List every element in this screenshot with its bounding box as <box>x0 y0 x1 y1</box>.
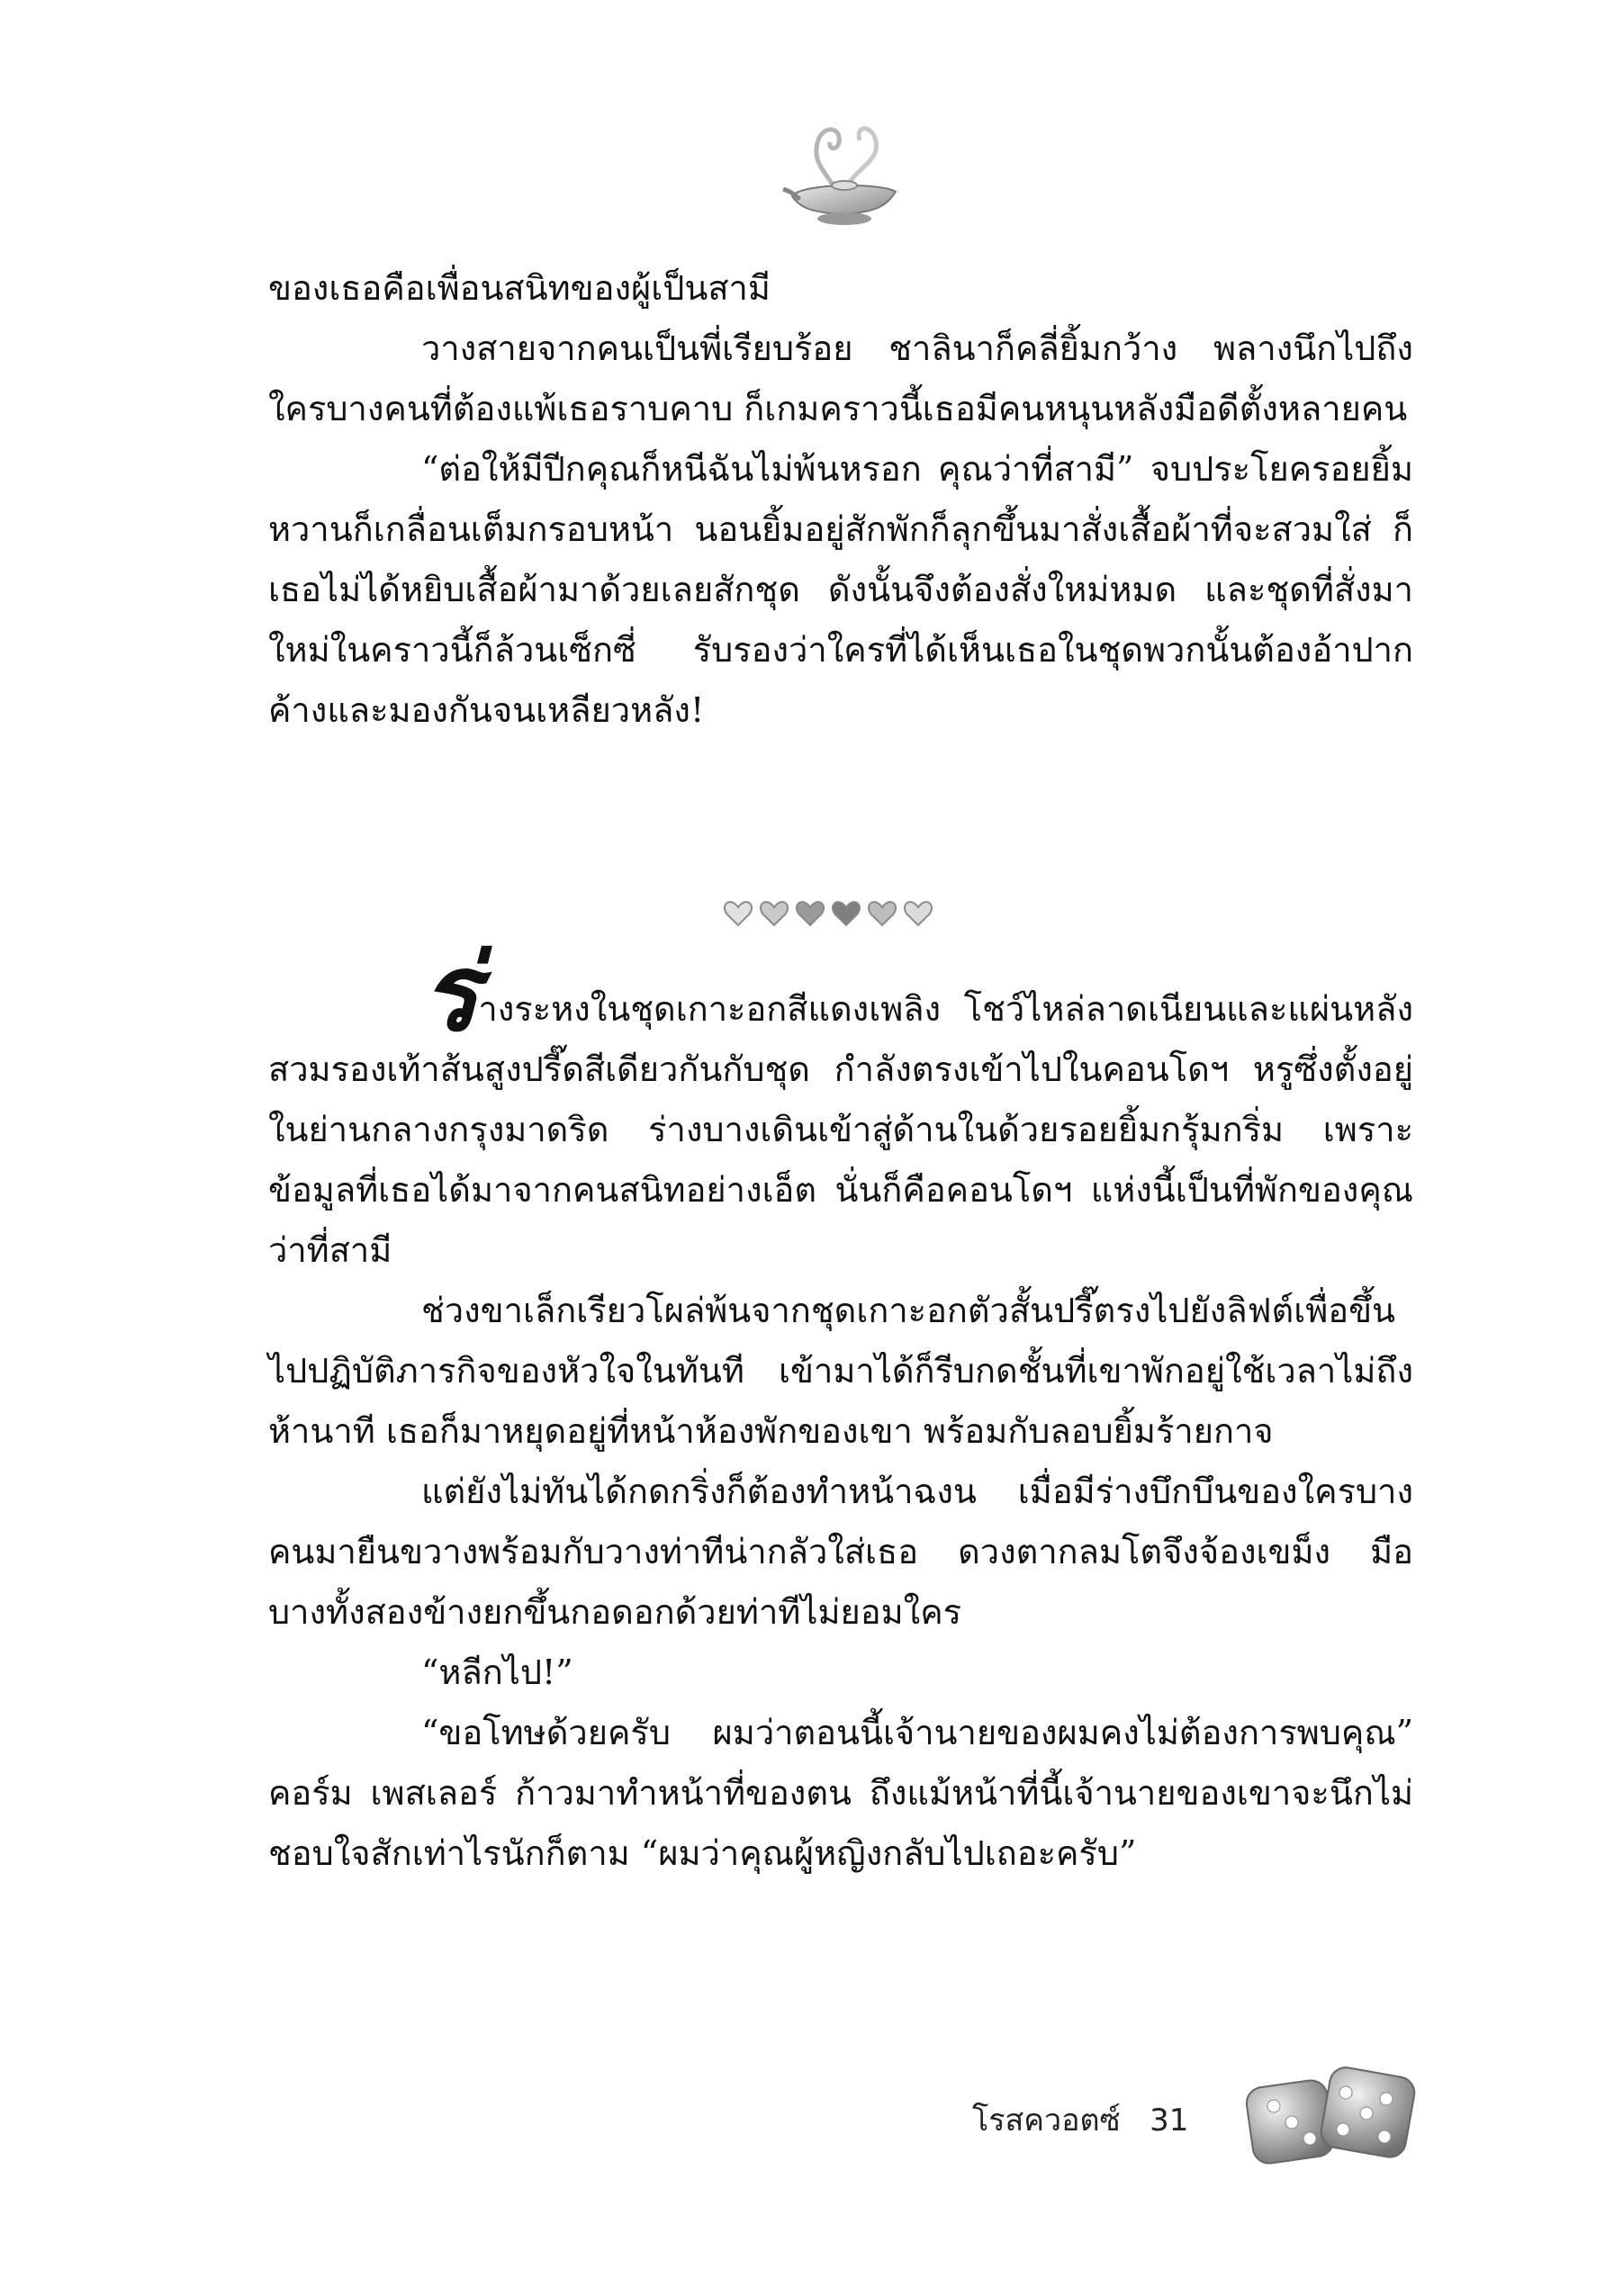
dice-icon <box>1242 2061 1422 2169</box>
page-number: 31 <box>1150 2102 1189 2138</box>
paragraph: “ต่อให้มีปีกคุณก็หนีฉันไม่พ้นหรอก คุณว่าที่สามี” จบประโยครอยยิ้มหวานก็เกลื่อนเต็มกรอบหน้า นอนยิ้มอยู่สักพักก็ลุกขึ้นมาสั่งเสื้อผ้าที่จะสวมใส่ ก็เธอไม่ได้หยิบเสื้อผ้ามาด้วยเลยสักชุด ดังนั้นจึงต้องสั่งใหม่หมด และชุดที่สั่งมาใหม่ในคราวนี้ก็ล้วนเซ็กซี่ รับรองว่าใครที่ได้เห็นเธอในชุดพวกนั้นต้องอ้าปากค้างและมองกันจนเหลียวหลัง! <box>268 449 1413 730</box>
drop-cap: ร่ <box>421 931 479 1055</box>
paragraph <box>268 931 1413 1281</box>
paragraph: “ขอโทษด้วยครับ ผมว่าตอนนี้เจ้านายของผมคงไม่ต้องการพบคุณ” คอร์ม เพสเลอร์ ก้าวมาทำหน้าที่ของตน ถึงแม้หน้าที่นี้เจ้านายของเขาจะนึกไม่ชอบใจสักเท่าไรนักก็ตาม “ผมว่าคุณผู้หญิงกลับไปเถอะครับ” <box>268 1713 1413 1873</box>
footer-label <box>972 2095 1188 2144</box>
paragraph: “หลีกไป!” <box>421 1652 573 1692</box>
paragraph: ของเธอคือเพื่อนสนิทของผู้เป็นสามี <box>268 268 771 308</box>
running-title: โรสควอตซ์ <box>972 2102 1121 2138</box>
text-block-1 <box>268 258 1413 741</box>
paragraph: ช่วงขาเล็กเรียวโผล่พ้นจากชุดเกาะอกตัวสั้นปรี๊ตรงไปยังลิฟต์เพื่อขึ้นไปปฏิบัติภารกิจของหัวใจในทันที เข้ามาได้ก็รีบกดชั้นที่เขาพักอยู่ใช้เวลาไม่ถึงห้านาที เธอก็มาหยุดอยู่ที่หน้าห้องพักของเขา พร้อมกับลอบยิ้มร้ายกาจ <box>268 1291 1413 1451</box>
page-footer <box>972 2061 1422 2169</box>
paragraph-text: างระหงในชุดเกาะอกสีแดงเพลิง โชว์ไหล่ลาดเนียนและแผ่นหลัง สวมรองเท้าส้นสูงปรี๊ดสีเดียวกันกับชุด กำลังตรงเข้าไปในคอนโดฯ หรูซึ่งตั้งอยู่ในย่านกลางกรุงมาดริด ร่างบางเดินเข้าสู่ด้านในด้วยรอยยิ้มกรุ้มกริ่ม เพราะข้อมูลที่เธอได้มาจากคนสนิทอย่างเอ็ต นั่นก็คือคอนโดฯ แห่งนี้เป็นที่พักของคุณว่าที่สามี <box>268 989 1413 1270</box>
paragraph: แต่ยังไม่ทันได้กดกริ่งก็ต้องทำหน้าฉงน เมื่อมีร่างบึกบึนของใครบางคนมายืนขวางพร้อมกับวางท่าทีน่ากลัวใส่เธอ ดวงตากลมโตจึงจ้องเขม็ง มือบางทั้งสองข้างยกขึ้นกอดอกด้วยท่าทีไม่ยอมใคร <box>268 1472 1413 1632</box>
text-block-2 <box>268 931 1413 1884</box>
hearts-divider-icon <box>720 880 945 934</box>
paragraph: วางสายจากคนเป็นพี่เรียบร้อย ชาลินาก็คลี่ยิ้มกว้าง พลางนึกไปถึงใครบางคนที่ต้องแพ้เธอราบคาบ ก็เกมคราวนี้เธอมีคนหนุนหลังมือดีตั้งหลายคน <box>268 329 1413 428</box>
genie-lamp-icon <box>774 106 909 241</box>
